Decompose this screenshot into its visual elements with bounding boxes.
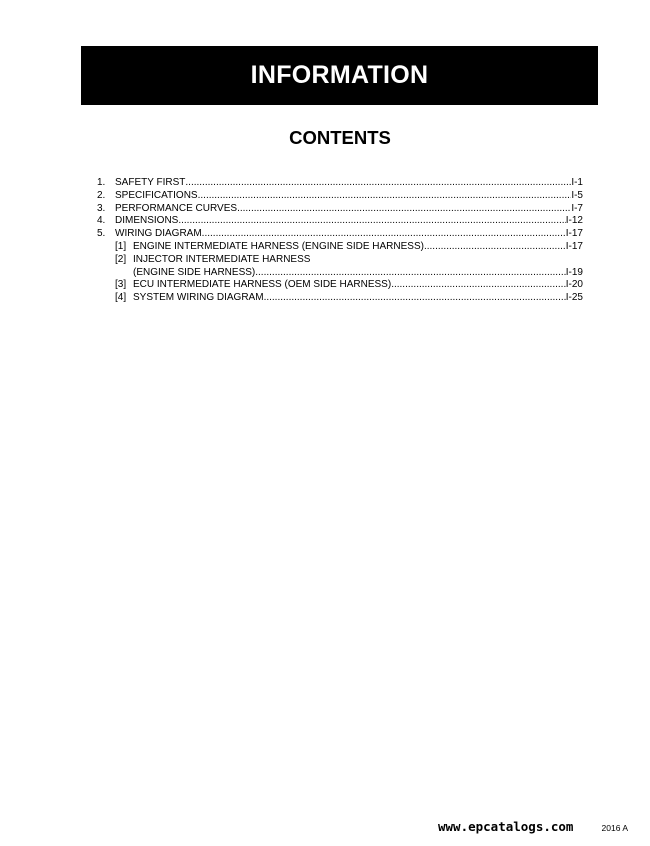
dot-leader [178, 215, 565, 228]
toc-item-number: 4. [97, 215, 106, 227]
toc-item-label: PERFORMANCE CURVES [115, 202, 238, 214]
toc-item-number: 5. [97, 228, 106, 240]
toc-item-page: I-5 [571, 189, 583, 201]
toc-subitem-label-continued: (ENGINE SIDE HARNESS) [133, 266, 256, 278]
toc-subitem-ecu-intermediate-harness[interactable] [97, 279, 583, 292]
contents-heading: CONTENTS [289, 127, 391, 148]
dot-leader [198, 190, 572, 203]
toc-item-page: I-1 [571, 177, 583, 188]
section-title: INFORMATION [250, 61, 429, 89]
dot-leader [391, 279, 566, 292]
header-banner [81, 46, 598, 105]
toc-subitem-injector-intermediate-harness[interactable] [97, 254, 583, 267]
toc-subitem-number: [1] [115, 240, 127, 252]
toc-item-wiring-diagram[interactable] [97, 228, 583, 241]
toc-item-number: 2. [97, 189, 106, 201]
toc-item-label: SAFETY FIRST [115, 177, 186, 188]
toc-item-dimensions[interactable] [97, 215, 583, 228]
dot-leader [237, 203, 571, 216]
toc-item-page: I-17 [565, 228, 583, 240]
toc-subitem-number: [4] [115, 292, 127, 304]
dot-leader [202, 228, 566, 241]
toc-item-page: I-12 [565, 215, 583, 227]
toc-subitem-label: INJECTOR INTERMEDIATE HARNESS [133, 253, 311, 265]
toc-subitem-page: I-19 [565, 266, 583, 278]
toc-item-performance-curves[interactable] [97, 203, 583, 216]
toc-item-label: SPECIFICATIONS [115, 189, 198, 201]
toc-subitem-number: [2] [115, 253, 127, 265]
toc-subitem-system-wiring-diagram[interactable] [97, 292, 583, 305]
issue-footer: 2016 A [601, 823, 628, 833]
toc-subitem-page: I-17 [565, 240, 583, 252]
toc-subitem-engine-intermediate-harness[interactable] [97, 241, 583, 254]
toc-subitem-page: I-20 [565, 279, 583, 291]
toc-subitem-label: ENGINE INTERMEDIATE HARNESS (ENGINE SIDE HARNESS) [133, 240, 424, 252]
toc-subitem-page: I-25 [565, 292, 583, 304]
toc-item-safety-first[interactable] [97, 177, 583, 190]
toc-item-page: I-7 [571, 202, 583, 214]
dot-leader [185, 177, 571, 190]
dot-leader [424, 241, 566, 254]
toc-item-number: 1. [97, 177, 106, 188]
toc-item-label: DIMENSIONS [115, 215, 179, 227]
table-of-contents [97, 177, 583, 305]
dot-leader [264, 292, 566, 305]
dot-leader [255, 267, 566, 280]
toc-subitem-label: ECU INTERMEDIATE HARNESS (OEM SIDE HARNESS) [133, 279, 392, 291]
toc-item-label: WIRING DIAGRAM [115, 228, 202, 240]
toc-subitem-injector-intermediate-harness-cont[interactable] [97, 267, 583, 280]
toc-subitem-number: [3] [115, 279, 127, 291]
toc-item-number: 3. [97, 202, 106, 214]
watermark-url: www.epcatalogs.com [438, 819, 574, 834]
toc-item-specifications[interactable] [97, 190, 583, 203]
toc-subitem-label: SYSTEM WIRING DIAGRAM [133, 292, 264, 304]
